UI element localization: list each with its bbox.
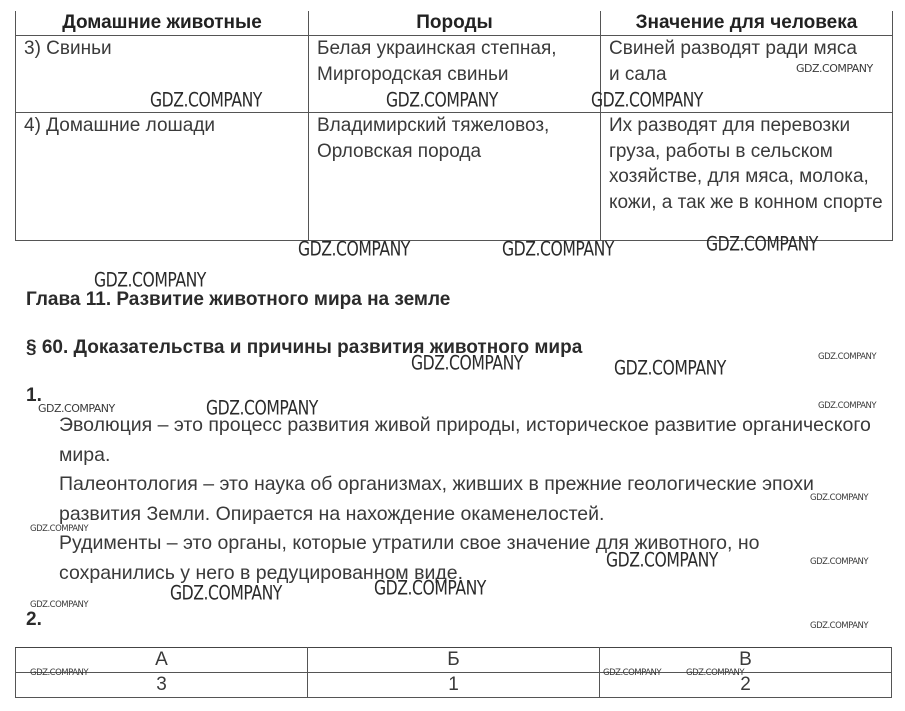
- watermark: GDZ.COMPANY: [150, 89, 262, 112]
- watermark: GDZ.COMPANY: [94, 269, 206, 292]
- cell-animal: 4) Домашние лошади: [16, 113, 309, 241]
- answer-value-v: 2: [600, 673, 892, 698]
- watermark: GDZ.COMPANY: [298, 238, 410, 261]
- watermark: GDZ.COMPANY: [374, 577, 486, 600]
- watermark: GDZ.COMPANY: [614, 357, 726, 380]
- answer-table: [15, 647, 892, 698]
- cell-value: Свиней разводят ради мяса и сала: [601, 36, 893, 113]
- answer-header-row: [16, 648, 892, 673]
- table-header-row: [16, 11, 893, 36]
- watermark: GDZ.COMPANY: [810, 621, 869, 631]
- cell-breeds: Белая украинская степная, Миргородская свиньи: [309, 36, 601, 113]
- answer-value-b: 1: [308, 673, 600, 698]
- definition-rudiments: Рудименты – это органы, которые утратили свое значение для животного, но сохранились у него в редуцированном виде.: [59, 532, 760, 584]
- table-row: [16, 113, 893, 241]
- definition-evolution: Эволюция – это процесс развития живой природы, историческое развитие органического мира.: [59, 414, 871, 466]
- watermark: GDZ.COMPANY: [606, 549, 718, 572]
- watermark: GDZ.COMPANY: [30, 668, 89, 678]
- watermark: GDZ.COMPANY: [706, 233, 818, 256]
- watermark: GDZ.COMPANY: [796, 62, 873, 75]
- answer-header-v: В: [600, 648, 892, 673]
- definition-paleontology: Палеонтология – это наука об организмах, живших в прежние геологические эпохи развития Земли. Опирается на нахождение окаменелостей.: [59, 473, 814, 525]
- watermark: GDZ.COMPANY: [38, 402, 115, 415]
- cell-breeds: Владимирский тяжеловоз, Орловская порода: [309, 113, 601, 241]
- watermark: GDZ.COMPANY: [30, 524, 89, 534]
- watermark: GDZ.COMPANY: [686, 668, 745, 678]
- header-animals: Домашние животные: [16, 11, 309, 36]
- answer-value-a: 3: [16, 673, 308, 698]
- watermark: GDZ.COMPANY: [591, 89, 703, 112]
- watermark: GDZ.COMPANY: [810, 557, 869, 567]
- cell-animal: 3) Свиньи: [16, 36, 309, 113]
- section-title: § 60. Доказательства и причины развития животного мира: [26, 337, 583, 358]
- watermark: GDZ.COMPANY: [818, 401, 877, 411]
- watermark: GDZ.COMPANY: [502, 238, 614, 261]
- chapter-title: Глава 11. Развитие животного мира на земле: [26, 289, 451, 310]
- header-breeds: Породы: [309, 11, 601, 36]
- watermark: GDZ.COMPANY: [206, 397, 318, 420]
- watermark: GDZ.COMPANY: [818, 352, 877, 362]
- cell-value: Их разводят для перевозки груза, работы в сельском хозяйстве, для мяса, молока, кожи, а так же в конном спорте: [601, 113, 893, 241]
- watermark: GDZ.COMPANY: [170, 582, 282, 605]
- animals-breeds-table: [15, 11, 893, 241]
- answer-value-row: [16, 673, 892, 698]
- question-2-number: 2.: [26, 609, 42, 630]
- header-value: Значение для человека: [601, 11, 893, 36]
- watermark: GDZ.COMPANY: [411, 352, 523, 375]
- watermark: GDZ.COMPANY: [386, 89, 498, 112]
- watermark: GDZ.COMPANY: [30, 600, 89, 610]
- question-1-number: 1.: [26, 385, 42, 406]
- answer-header-a: А: [16, 648, 308, 673]
- watermark: GDZ.COMPANY: [810, 493, 869, 503]
- answer-header-b: Б: [308, 648, 600, 673]
- watermark: GDZ.COMPANY: [603, 668, 662, 678]
